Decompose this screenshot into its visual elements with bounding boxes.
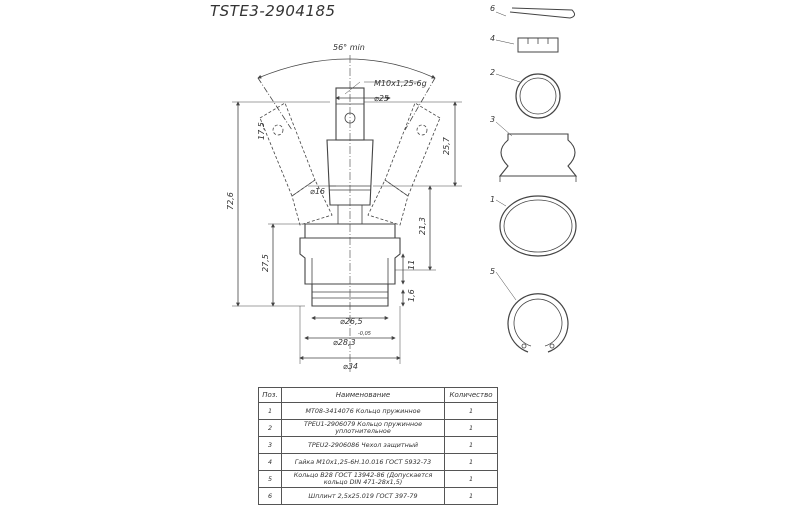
dim-h726: 72,6: [226, 192, 235, 210]
cell-qty: 1: [445, 437, 498, 454]
dim-h175: 17,5: [257, 122, 266, 140]
dim-h213: 21,3: [418, 217, 427, 235]
drawing-title: TSTE3-2904185: [210, 2, 336, 20]
cell-pos: 3: [259, 437, 282, 454]
cell-pos: 5: [259, 471, 282, 488]
callout-4: 4: [490, 34, 496, 43]
part-2-spring-ring: [516, 74, 560, 118]
cell-pos: 2: [259, 420, 282, 437]
cell-name: ТРЕU1-2906079 Кольцо пружинное уплотнительное: [282, 420, 445, 437]
dim-d283-tol: -0,05: [358, 331, 371, 337]
parts-table: [258, 387, 498, 505]
table-row: [259, 471, 498, 488]
table-row: [259, 488, 498, 505]
cell-qty: 1: [445, 454, 498, 471]
dim-thread: M10x1,25-6g: [374, 79, 427, 88]
dim-d25: ⌀25: [374, 94, 389, 103]
header-pos: Поз.: [259, 388, 282, 403]
table-row: [259, 454, 498, 471]
dim-d34: ⌀34: [343, 362, 358, 371]
callout-3: 3: [490, 115, 496, 124]
tilted-pin-left: [260, 103, 332, 225]
cell-name: МТ08-3414076 Кольцо пружинное: [282, 403, 445, 420]
dim-h16: 1,6: [407, 289, 416, 302]
callout-2: 2: [490, 68, 496, 77]
cell-pos: 1: [259, 403, 282, 420]
cell-pos: 4: [259, 454, 282, 471]
cell-name: Шплинт 2,5х25.019 ГОСТ 397-79: [282, 488, 445, 505]
cell-name: ТРЕU2-2906086 Чехол защитный: [282, 437, 445, 454]
table-header-row: [259, 388, 498, 403]
cell-qty: 1: [445, 403, 498, 420]
header-name: Наименование: [282, 388, 445, 403]
cell-qty: 1: [445, 488, 498, 505]
part-1-spring-ring: [500, 196, 576, 256]
cell-qty: 1: [445, 420, 498, 437]
part-6-cotter-pin: [510, 8, 575, 18]
table-row: [259, 403, 498, 420]
callout-6: 6: [490, 4, 496, 13]
tilted-pin-right: [368, 103, 440, 225]
dim-angle: 56° min: [333, 43, 365, 52]
callout-5: 5: [490, 267, 496, 276]
table-row: [259, 420, 498, 437]
cell-name: Гайка М10х1,25-6Н.10.016 ГОСТ 5932-73: [282, 454, 445, 471]
dim-h275: 27,5: [261, 254, 270, 272]
callout-1: 1: [490, 195, 496, 204]
cell-name: Кольцо В28 ГОСТ 13942-86 (Допускается кольцо DIN 471-28х1,5): [282, 471, 445, 488]
dim-d265: ⌀26,5: [340, 317, 363, 326]
cell-qty: 1: [445, 471, 498, 488]
angle-arc: [258, 59, 435, 78]
cell-pos: 6: [259, 488, 282, 505]
dim-h257: 25,7: [442, 137, 451, 155]
part-3-boot: [500, 134, 576, 176]
dim-d16: ⌀16: [310, 187, 325, 196]
dim-d283: ⌀28,3: [333, 338, 356, 347]
header-qty: Количество: [445, 388, 498, 403]
table-row: [259, 437, 498, 454]
dim-h11: 11: [407, 259, 416, 270]
part-5-retaining-ring: [508, 294, 568, 352]
